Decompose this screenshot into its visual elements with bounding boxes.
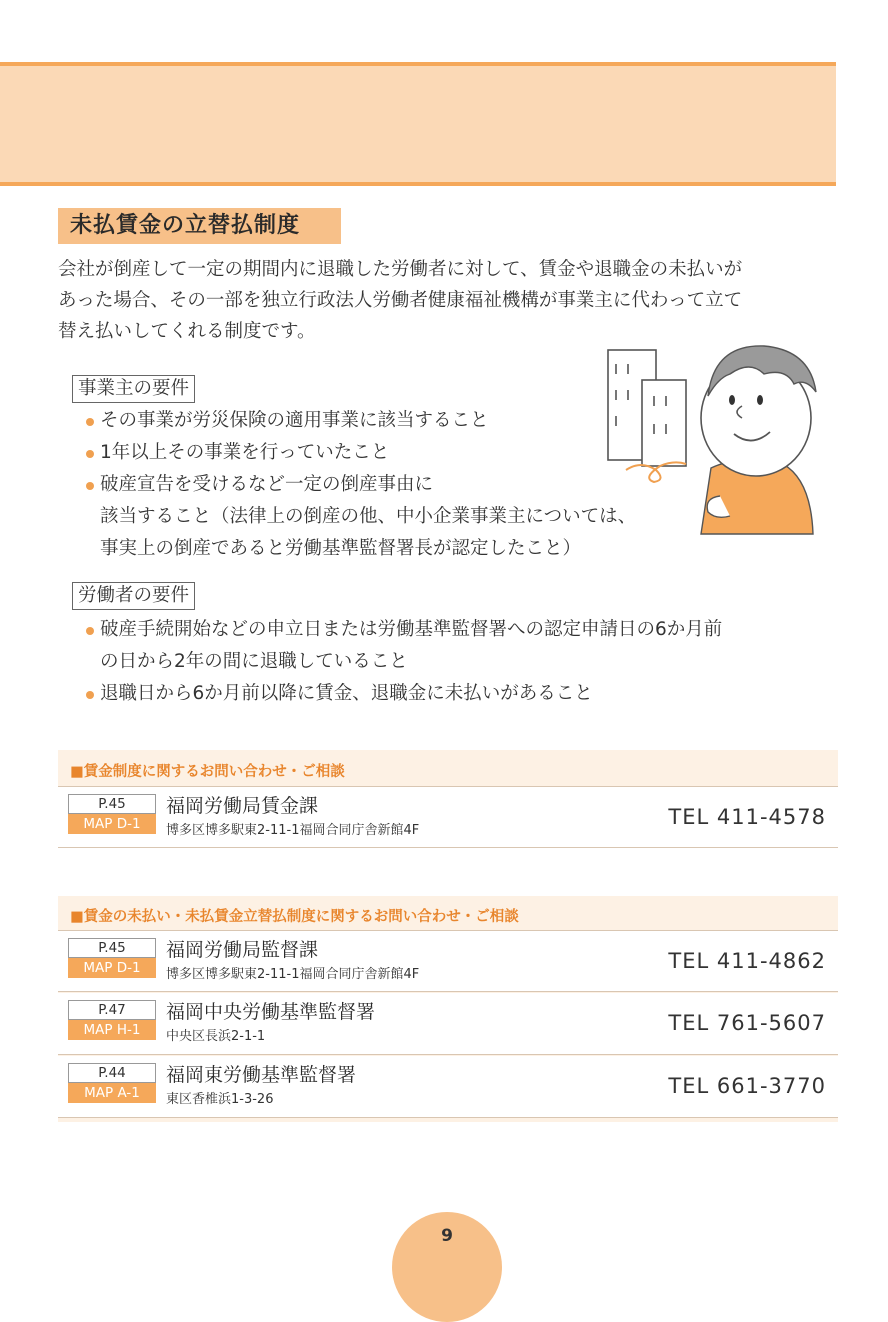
list-item: 破産宣告を受けるなど一定の倒産事由に 該当すること（法律上の倒産の他、中小企業事業主については、 事実上の倒産であると労働基準監督署長が認定したこと）	[84, 469, 636, 565]
employer-requirements-label: 事業主の要件	[72, 375, 195, 403]
worker-requirements-label: 労働者の要件	[72, 582, 195, 610]
office-address: 博多区博多駅東2-11-1福岡合同庁舎新館4F	[166, 967, 420, 982]
worker-requirements-list	[84, 614, 722, 710]
office-address: 東区香椎浜1-3-26	[166, 1092, 274, 1107]
employer-requirements-list	[84, 405, 636, 565]
intro-line: 替え払いしてくれる制度です。	[58, 321, 316, 342]
contact-row	[58, 930, 838, 992]
page-ref: P.47	[68, 1000, 156, 1020]
contact-row	[58, 993, 838, 1055]
map-ref: MAP D-1	[68, 814, 156, 834]
header-band	[0, 62, 836, 186]
page-ref: P.44	[68, 1063, 156, 1083]
wage-contacts-heading: ■賃金制度に関するお問い合わせ・ご相談	[70, 764, 345, 780]
unpaid-contacts-heading: ■賃金の未払い・未払賃金立替払制度に関するお問い合わせ・ご相談	[70, 909, 519, 925]
page-ref: P.45	[68, 938, 156, 958]
map-ref: MAP D-1	[68, 958, 156, 978]
office-address: 中央区長浜2-1-1	[166, 1029, 266, 1044]
phone-number[interactable]: TEL 761-5607	[668, 1011, 826, 1035]
list-item: 退職日から6か月前以降に賃金、退職金に未払いがあること	[84, 678, 722, 710]
office-name: 福岡労働局監督課	[166, 939, 319, 961]
contact-row	[58, 786, 838, 848]
list-item: 破産手続開始などの申立日または労働基準監督署への認定申請日の6か月前 の日から2年の間に退職していること	[84, 614, 722, 678]
worker-building-illustration	[606, 340, 826, 540]
map-ref: MAP A-1	[68, 1083, 156, 1103]
phone-number[interactable]: TEL 661-3770	[668, 1074, 826, 1098]
office-name: 福岡労働局賃金課	[166, 795, 319, 817]
list-item: 1年以上その事業を行っていたこと	[84, 437, 636, 469]
contact-row	[58, 1056, 838, 1118]
office-address: 博多区博多駅東2-11-1福岡合同庁舎新館4F	[166, 823, 420, 838]
page-number: 9	[441, 1226, 453, 1246]
map-ref: MAP H-1	[68, 1020, 156, 1040]
intro-line: 会社が倒産して一定の期間内に退職した労働者に対して、賃金や退職金の未払いが	[58, 259, 743, 280]
office-name: 福岡中央労働基準監督署	[166, 1001, 376, 1023]
section-title: 未払賃金の立替払制度	[58, 208, 341, 244]
page-ref: P.45	[68, 794, 156, 814]
intro-paragraph	[58, 254, 838, 347]
phone-number[interactable]: TEL 411-4862	[668, 949, 826, 973]
phone-number[interactable]: TEL 411-4578	[668, 805, 826, 829]
list-item: その事業が労災保険の適用事業に該当すること	[84, 405, 636, 437]
office-name: 福岡東労働基準監督署	[166, 1064, 357, 1086]
intro-line: あった場合、その一部を独立行政法人労働者健康福祉機構が事業主に代わって立て	[58, 290, 743, 311]
